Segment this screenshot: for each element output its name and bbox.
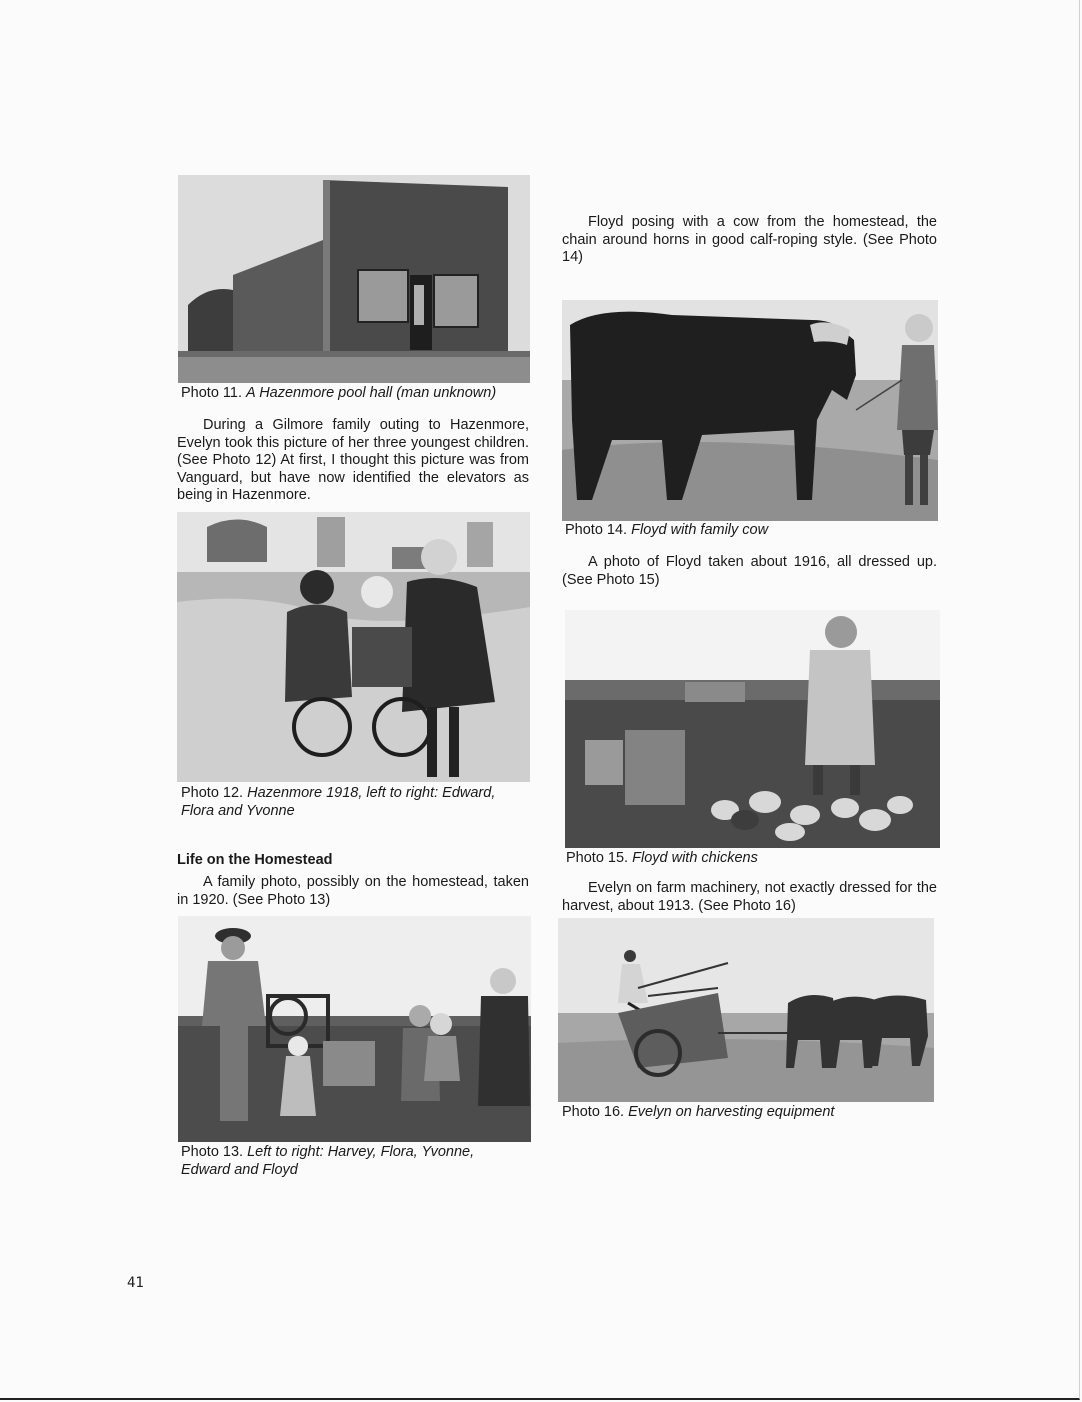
photo-13-caption [181,1143,511,1179]
photo-11-label: Photo 11. [181,385,243,401]
photo-13-caption-text: Left to right: Harvey, Flora, Yvonne, Edward and Floyd [181,1144,475,1178]
photo-12-children-hazenmore [177,512,530,782]
photo-16-label: Photo 16. [562,1104,625,1120]
photo-12-caption-text: Hazenmore 1918, left to right: Edward, Flora and Yvonne [181,785,496,819]
photo-16-caption [562,1103,934,1121]
photo-15-caption-text: Floyd with chickens [632,850,758,866]
photo-12-label: Photo 12. [181,785,244,801]
photo-11-caption-text: A Hazenmore pool hall (man unknown) [246,385,497,401]
photo-15-label: Photo 15. [566,850,629,866]
photo-14-caption-text: Floyd with family cow [631,522,769,538]
paragraph-cow: Floyd posing with a cow from the homestead, the chain around horns in good calf-roping style. (See Photo 14) [562,214,937,265]
photo-11-pool-hall [178,175,530,383]
photo-16-caption-text: Evelyn on harvesting equipment [628,1104,835,1120]
photo-15-floyd-chickens [565,610,940,848]
paragraph-family-1920: A family photo, possibly on the homestead, taken in 1920. (See Photo 13) [177,874,529,908]
photo-12-caption [181,784,526,820]
section-heading: Life on the Homestead [177,852,333,868]
paragraph-machinery: Evelyn on farm machinery, not exactly dressed for the harvest, about 1913. (See Photo 16) [562,880,937,914]
paragraph-outing: During a Gilmore family outing to Hazenmore, Evelyn took this picture of her three youngest children. (See Photo 12) At first, I thought this picture was from Vanguard, but have now identified the elevators as being in Hazenmore. [177,417,529,503]
photo-13-label: Photo 13. [181,1144,244,1160]
page-number: 41 [127,1275,144,1291]
paragraph-floyd-1916: A photo of Floyd taken about 1916, all dressed up. (See Photo 15) [562,554,937,588]
photo-11-caption [181,384,531,402]
photo-14-caption [565,521,937,539]
photo-14-floyd-cow [562,300,938,521]
photo-14-label: Photo 14. [565,522,628,538]
photo-13-family [178,916,531,1142]
photo-15-caption [566,849,938,867]
photo-16-evelyn-harvester [558,918,934,1102]
